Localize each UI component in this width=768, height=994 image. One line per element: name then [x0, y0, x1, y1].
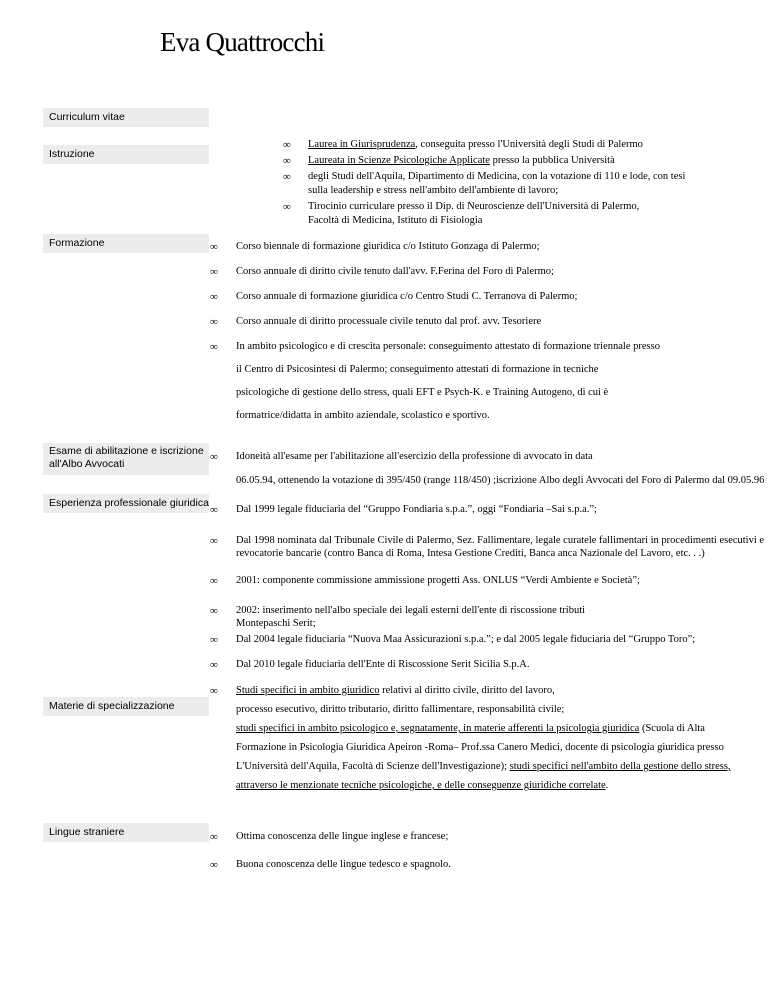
section-label-esperienza: Esperienza professionale giuridica — [43, 494, 209, 513]
lingue-item: Buona conoscenza delle lingue tedesco e spagnolo. — [236, 859, 451, 870]
section-label-formazione: Formazione — [43, 234, 209, 253]
bullet-icon: ∞ — [210, 291, 218, 303]
formazione-item: Corso biennale di formazione giuridica c/o Istituto Gonzaga di Palermo; — [236, 241, 540, 252]
istruzione-item: degli Studi dell'Aquila, Dipartimento di Medicina, con la votazione di 110 e lode, con tesi — [308, 171, 686, 182]
studi-giuridico-link[interactable]: Studi specifici in ambito giuridico — [236, 685, 380, 696]
materie-item-cont: Formazione in Psicologia Giuridica Apeiron -Roma– Prof.ssa Canero Medici, docente di psicologia giuridica presso — [236, 742, 724, 753]
materie-text: (Scuola di Alta — [639, 723, 705, 734]
istruzione-text: presso la pubblica Università — [489, 155, 615, 166]
esperienza-item: 2001: componente commissione ammissione progetti Ass. ONLUS “Verdi Ambiente e Società”; — [236, 575, 640, 586]
bullet-icon: ∞ — [210, 241, 218, 253]
formazione-item-cont: il Centro di Psicosintesi di Palermo; conseguimento attestati di formazione in tecniche — [236, 364, 599, 375]
section-label-esame — [43, 443, 209, 475]
bullet-icon: ∞ — [210, 634, 218, 646]
esame-label-line2: all'Albo Avvocati — [49, 458, 125, 470]
bullet-icon: ∞ — [210, 605, 218, 617]
bullet-icon: ∞ — [210, 859, 218, 871]
esperienza-item-cont: revocatorie bancarie (contro Banca di Roma, Intesa Gestione Crediti, Banca anca Nazionale del Lavoro, etc. . .) — [236, 548, 705, 559]
laurea-psicologiche-link[interactable]: Laureata in Scienze Psicologiche Applicate — [308, 155, 490, 166]
bullet-icon: ∞ — [210, 504, 218, 516]
bullet-icon: ∞ — [210, 316, 218, 328]
bullet-icon: ∞ — [210, 575, 218, 587]
esperienza-item: Dal 1999 legale fiduciaria del “Gruppo Fondiaria s.p.a.”, oggi “Fondiaria –Sai s.p.a.”; — [236, 504, 597, 515]
formazione-item: Corso annuale di diritto civile tenuto dall'avv. F.Ferina del Foro di Palermo; — [236, 266, 554, 277]
formazione-item: In ambito psicologico e di crescita personale: conseguimento attestato di formazione triennale presso — [236, 341, 660, 352]
esame-item-cont: 06.05.94, ottenendo la votazione di 395/450 (range 118/450) ;iscrizione Albo degli Avvocati del Foro di Palermo dal 09.05.96 — [236, 475, 765, 486]
bullet-icon: ∞ — [283, 171, 291, 183]
esperienza-item: Dal 2010 legale fiduciaria dell'Ente di Riscossione Serit Sicilia S.p.A. — [236, 659, 530, 670]
studi-stress-link[interactable]: studi specifici nell'ambito della gestione dello stress, — [509, 761, 731, 772]
esame-item: Idoneità all'esame per l'abilitazione all'esercizio della professione di avvocato in data — [236, 451, 593, 462]
istruzione-item — [308, 138, 643, 152]
studi-psicologico-link[interactable]: studi specifici in ambito psicologico e, segnatamente, in materie afferenti la psicologia giuridica — [236, 723, 640, 734]
materie-item-cont: processo esecutivo, diritto tributario, diritto fallimentare, responsabilità civile; — [236, 704, 565, 715]
esperienza-item-cont: Montepaschi Serit; — [236, 618, 316, 629]
materie-text: . — [605, 780, 609, 791]
esperienza-item: Dal 1998 nominata dal Tribunale Civile di Palermo, Sez. Fallimentare, legale curatele fallimentari in procedimenti esecutivi e — [236, 535, 765, 546]
formazione-item: Corso annuale di formazione giuridica c/o Centro Studi C. Terranova di Palermo; — [236, 291, 578, 302]
istruzione-item — [308, 154, 615, 168]
bullet-icon: ∞ — [210, 685, 218, 697]
materie-item-cont — [236, 760, 731, 774]
esperienza-item: Dal 2004 legale fiduciaria “Nuova Maa Assicurazioni s.p.a.”; e dal 2005 legale fiduciaria del “Gruppo Toro”; — [236, 634, 696, 645]
bullet-icon: ∞ — [283, 139, 291, 151]
istruzione-item: Tirocinio curriculare presso il Dip. di Neuroscienze dell'Università di Palermo, — [308, 201, 640, 212]
section-label-cv: Curriculum vitae — [43, 108, 209, 127]
page-title: Eva Quattrocchi — [160, 27, 325, 57]
materie-text: L'Università dell'Aquila, Facoltà di Scienze dell'Investigazione); — [236, 761, 510, 772]
section-label-istruzione: Istruzione — [43, 145, 209, 164]
laurea-giurisprudenza-link[interactable]: Laurea in Giurisprudenza — [308, 139, 416, 150]
esperienza-item: 2002: inserimento nell'albo speciale dei legali esterni dell'ente di riscossione tributi — [236, 605, 586, 616]
materie-text: relativi al diritto civile, diritto del lavoro, — [379, 685, 555, 696]
materie-item — [236, 684, 555, 698]
section-label-lingue: Lingue straniere — [43, 823, 209, 842]
materie-item — [236, 722, 705, 736]
formazione-item-cont: formatrice/didatta in ambito aziendale, scolastico e sportivo. — [236, 410, 490, 421]
formazione-item: Corso annuale di diritto processuale civile tenuto dal prof. avv. Tesoriere — [236, 316, 542, 327]
bullet-icon: ∞ — [210, 831, 218, 843]
studi-stress-link-cont[interactable]: attraverso le menzionate tecniche psicologiche, e delle conseguenze giuridiche correlate — [236, 780, 606, 791]
bullet-icon: ∞ — [210, 535, 218, 547]
istruzione-text: , conseguita presso l'Università degli Studi di Palermo — [415, 139, 643, 150]
bullet-icon: ∞ — [210, 451, 218, 463]
istruzione-item-cont: sulla leadership e stress nell'ambito dell'ambiente di lavoro; — [308, 185, 559, 196]
esame-label-line1: Esame di abilitazione e iscrizione — [49, 445, 204, 457]
bullet-icon: ∞ — [210, 341, 218, 353]
bullet-icon: ∞ — [283, 201, 291, 213]
section-label-materie: Materie di specializzazione — [43, 697, 209, 716]
bullet-icon: ∞ — [283, 155, 291, 167]
lingue-item: Ottima conoscenza delle lingue inglese e francese; — [236, 831, 449, 842]
formazione-item-cont: psicologiche di gestione dello stress, quali EFT e Psych-K. e Training Autogeno, di cui è — [236, 387, 609, 398]
bullet-icon: ∞ — [210, 659, 218, 671]
bullet-icon: ∞ — [210, 266, 218, 278]
istruzione-item-cont: Facoltà di Medicina, Istituto di Fisiologia — [308, 215, 483, 226]
materie-item-cont — [236, 779, 608, 793]
